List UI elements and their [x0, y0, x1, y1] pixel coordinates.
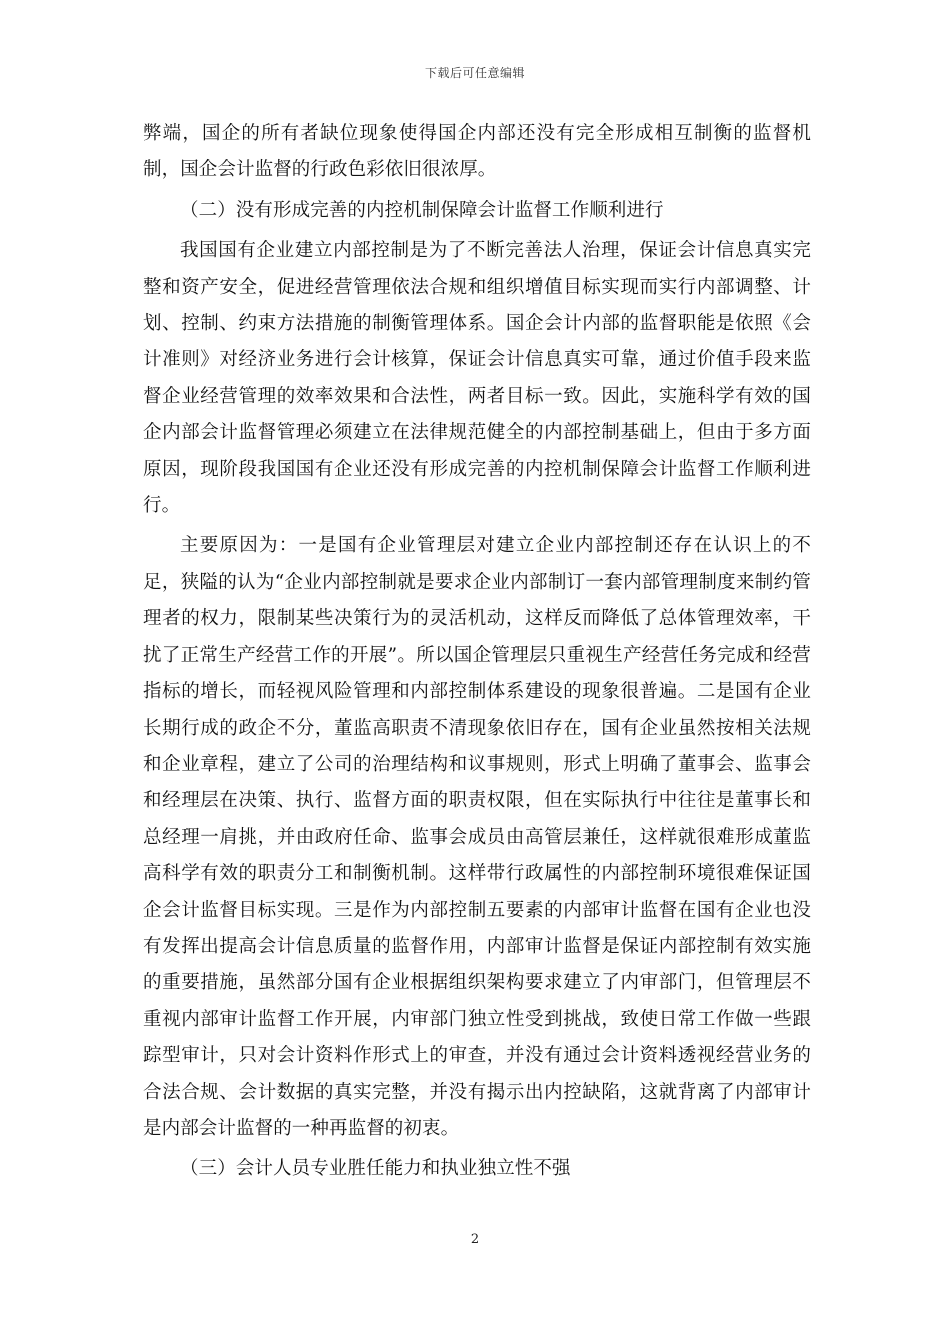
paragraph-continuation: 弊端，国企的所有者缺位现象使得国企内部还没有完全形成相互制衡的监督机制，国企会计监督的行政色彩依旧很浓厚。	[143, 123, 811, 181]
document-body	[143, 116, 811, 1188]
paragraph-internal-control: 我国国有企业建立内部控制是为了不断完善法人治理，保证会计信息真实完整和资产安全，促进经营管理依法合规和组织增值目标实现而实行内部调整、计划、控制、约束方法措施的制衡管理体系。国企会计内部的监督职能是依照《会计准则》对经济业务进行会计核算，保证会计信息真实可靠，通过价值手段来监督企业经营管理的效率效果和合法性，两者目标一致。因此，实施科学有效的国企内部会计监督管理必须建立在法律规范健全的内部控制基础上，但由于多方面原因，现阶段我国国有企业还没有形成完善的内控机制保障会计监督工作顺利进行。	[143, 240, 811, 517]
page-number: 2	[470, 1232, 480, 1247]
section-heading-2: （二）没有形成完善的内控机制保障会计监督工作顺利进行	[180, 199, 664, 221]
paragraph-main-reasons: 主要原因为：一是国有企业管理层对建立企业内部控制还存在认识上的不足，狭隘的认为“企业内部控制就是要求企业内部制订一套内部管理制度来制约管理者的权力，限制某些决策行为的灵活机动，这样反而降低了总体管理效率，干扰了正常生产经营工作的开展”。所以国企管理层只重视生产经营任务完成和经营指标的增长，而轻视风险管理和内部控制体系建设的现象很普遍。二是国有企业长期行成的政企不分，董监高职责不清现象依旧存在，国有企业虽然按相关法规和企业章程，建立了公司的治理结构和议事规则，形式上明确了董事会、监事会和经理层在决策、执行、监督方面的职责权限，但在实际执行中往往是董事长和总经理一肩挑，并由政府任命、监事会成员由高管层兼任，这样就很难形成董监高科学有效的职责分工和制衡机制。这样带行政属性的内部控制环境很难保证国企会计监督目标实现。三是作为内部控制五要素的内部审计监督在国有企业也没有发挥出提高会计信息质量的监督作用，内部审计监督是保证内部控制有效实施的重要措施，虽然部分国有企业根据组织架构要求建立了内审部门，但管理层不重视内部审计监督工作开展，内审部门独立性受到挑战，致使日常工作做一些跟踪型审计，只对会计资料作形式上的审查，并没有通过会计资料透视经营业务的合法合规、会计数据的真实完整，并没有揭示出内控缺陷，这就背离了内部审计是内部会计监督的一种再监督的初衷。	[143, 535, 811, 1139]
page-header: 下载后可任意编辑	[424, 66, 525, 80]
section-heading-3: （三）会计人员专业胜任能力和执业独立性不强	[180, 1158, 571, 1180]
